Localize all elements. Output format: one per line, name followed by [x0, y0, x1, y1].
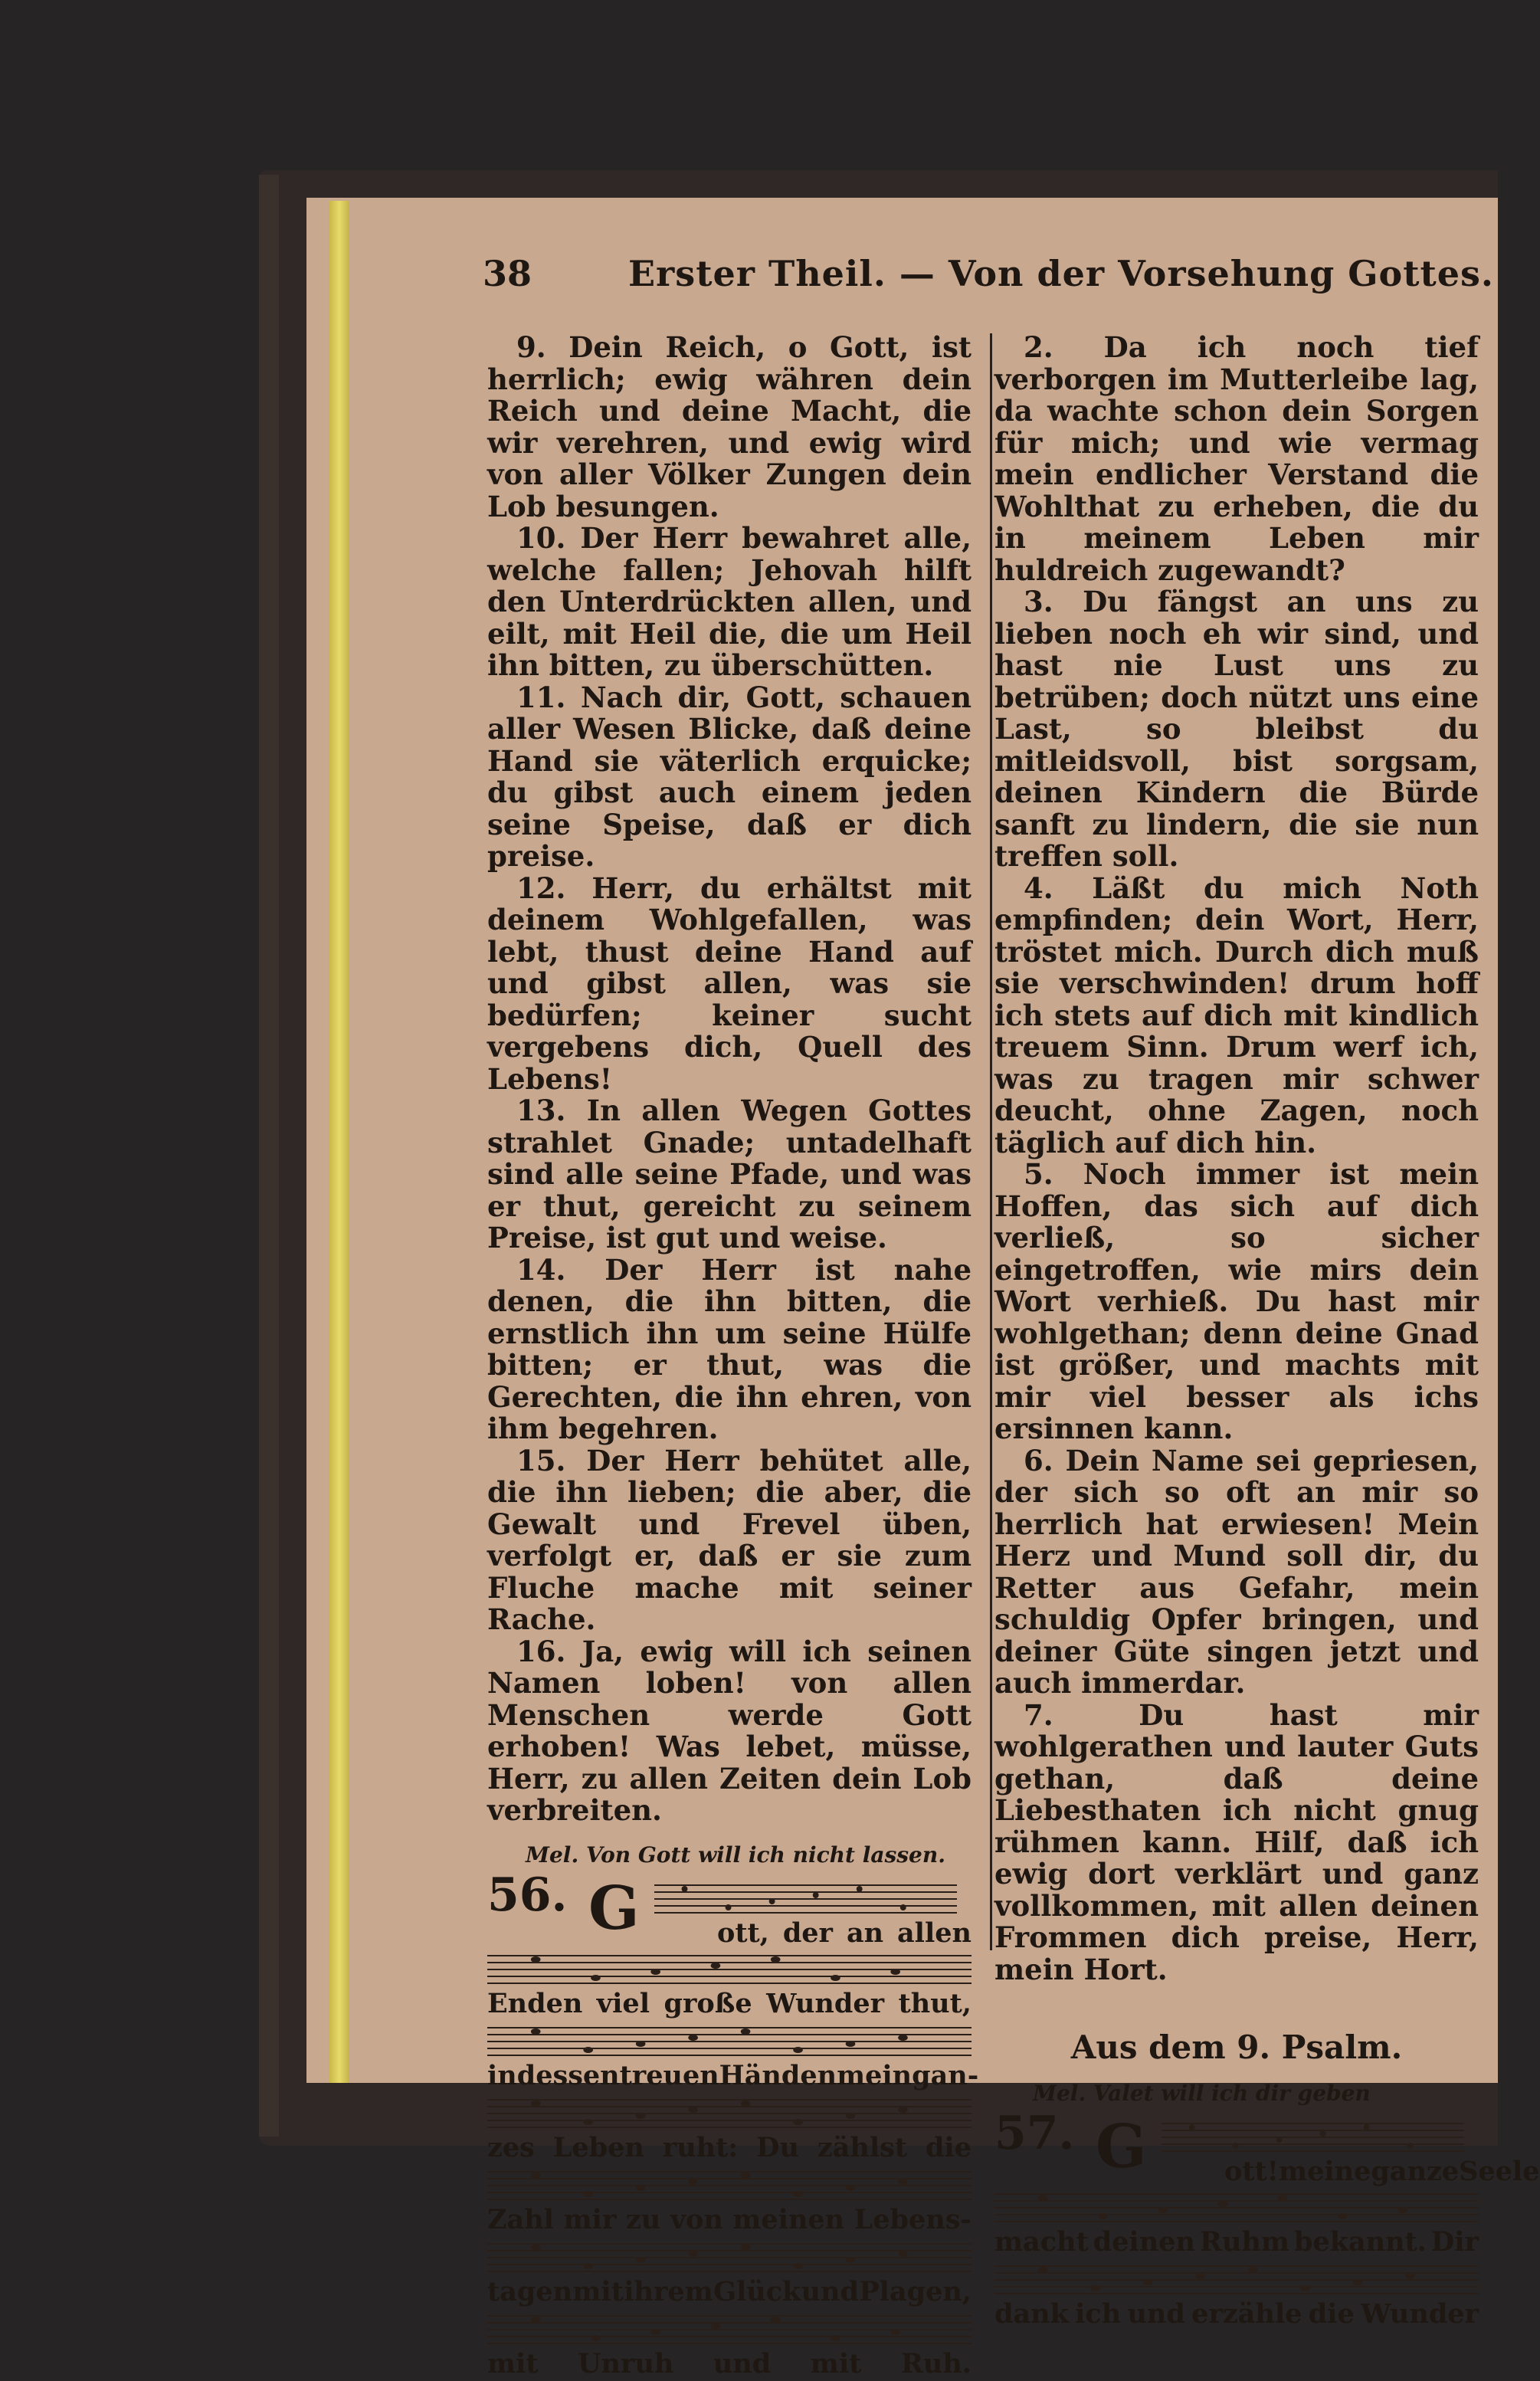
- lyric-syllable: die: [925, 2132, 972, 2163]
- note-head: [531, 2173, 541, 2179]
- lyric-syllable: mit: [572, 2276, 624, 2307]
- note-head: [857, 1886, 863, 1892]
- lyric-syllable: ihrem: [624, 2276, 713, 2307]
- lyric-syllable: meinen: [732, 2204, 845, 2235]
- note-head: [1364, 2124, 1370, 2130]
- music-staff: [994, 2262, 1479, 2297]
- note-head: [531, 2028, 541, 2035]
- lyric-syllable: deinen: [1093, 2226, 1195, 2258]
- lyric-syllable: Dir: [1430, 2226, 1479, 2258]
- music-staff: [487, 1952, 972, 1987]
- lyric-syllable: Zahl: [487, 2204, 554, 2235]
- note-head: [898, 2251, 908, 2257]
- music-staff: [654, 1881, 957, 1917]
- gilt-page-edge: [329, 201, 349, 2083]
- verse: 5. Noch immer ist mein Hoffen, das sich auf dich verließ, so sicher eingetroffen, wie mirs dein Wort verhieß. Du hast mir wohlgethan; denn deine Gnad ist größer, und machts mit mir viel besser als ichs ersinnen kann.: [994, 1157, 1479, 1445]
- melody-note: Mel. Von Gott will ich nicht lassen.: [526, 1842, 945, 1868]
- lyric-syllable: große: [664, 1988, 752, 2019]
- lyric-syllable: mein: [837, 2060, 913, 2091]
- music-staff: [487, 2312, 972, 2347]
- note-head: [793, 2047, 803, 2053]
- note-head: [1098, 2213, 1108, 2219]
- note-head: [688, 2107, 698, 2113]
- note-head: [636, 2257, 646, 2263]
- verse: 12. Herr, du erhältst mit deinem Wohlgefallen, was lebt, thust deine Hand auf und gibst allen, was sie bedürfen; keiner sucht vergebens dich, Quell des Lebens!: [487, 871, 972, 1096]
- note-head: [890, 1969, 900, 1975]
- right-column: [994, 330, 1540, 2331]
- music-staff: [487, 2168, 972, 2203]
- note-head: [741, 2028, 751, 2035]
- drop-capital: G: [588, 1874, 640, 1943]
- note-head: [531, 2245, 541, 2251]
- music-staff: [994, 2190, 1479, 2225]
- note-head: [1143, 2279, 1153, 2285]
- cover-edge: [259, 175, 279, 2137]
- lyric-syllable: dank: [994, 2298, 1069, 2330]
- lyric-syllable: zu: [625, 2204, 661, 2235]
- verse: 9. Dein Reich, o Gott, ist herrlich; ewig währen dein Reich und deine Macht, die wir verehren, und ewig wird von aller Völker Zungen dein Lob besungen.: [487, 330, 972, 523]
- note-head: [591, 1975, 601, 1981]
- lyric-syllable: Wunder: [766, 1988, 885, 2019]
- lyric-syllable: Wunder: [1361, 2298, 1479, 2330]
- lyric-line: [487, 2275, 972, 2309]
- lyric-line: [487, 2131, 972, 2165]
- note-head: [688, 2251, 698, 2257]
- note-head: [1189, 2124, 1195, 2130]
- lyric-syllable: Glück: [713, 2276, 801, 2307]
- note-head: [1276, 2137, 1283, 2143]
- lyric-syllable: allen: [897, 1917, 972, 1949]
- hymn-opening: [487, 1868, 972, 1949]
- music-staff: [487, 2024, 972, 2059]
- note-head: [1300, 2285, 1310, 2291]
- lyric-syllable: Händen: [719, 2060, 837, 2091]
- note-head: [1233, 2143, 1239, 2149]
- lyric-line: [487, 1987, 972, 2021]
- lyric-syllable: zählst: [817, 2132, 908, 2163]
- note-head: [1397, 2207, 1407, 2213]
- lyric-line: [717, 1917, 972, 1950]
- lyric-syllable: meine: [1279, 2156, 1371, 2187]
- verse: 15. Der Herr behütet alle, die ihn lieben; die aber, die Gewalt und Frevel üben, verfolgt er, daß er sie zum Fluche mache mit seiner Rache.: [487, 1443, 972, 1636]
- lyric-syllable: treuen: [619, 2060, 719, 2091]
- lyric-syllable: erzähle: [1191, 2298, 1302, 2330]
- verse: 10. Der Herr bewahret alle, welche fallen; Jehovah hilft den Unterdrückten allen, und eilt, mit Heil die, die um Heil ihn bitten, zu überschütten.: [487, 521, 972, 682]
- note-head: [769, 1898, 775, 1904]
- note-head: [793, 2263, 803, 2269]
- note-head: [636, 2185, 646, 2191]
- note-head: [1248, 2267, 1258, 2273]
- note-head: [1407, 2143, 1414, 2149]
- hymn-57: [994, 2107, 1540, 2331]
- note-head: [1038, 2267, 1048, 2273]
- verse: 4. Läßt du mich Noth empfinden; dein Wort, Herr, tröstet mich. Durch dich muß sie verschwinden! drum hoff ich stets auf dich mit kindlich treuem Sinn. Drum werf ich, was zu tragen mir schwer deucht, ohne Zagen, noch täglich auf dich hin.: [994, 871, 1479, 1159]
- verse: 2. Da ich noch tief verborgen im Mutterleibe lag, da wachte schon dein Sorgen für mich; und wie vermag mein endlicher Verstand die Wohlthat zu erheben, die du in meinem Leben mir huldreich zugewandt?: [994, 330, 1479, 587]
- note-head: [831, 2335, 840, 2341]
- note-head: [1090, 2285, 1100, 2291]
- page-number: 38: [483, 253, 532, 294]
- note-head: [583, 2047, 593, 2053]
- lyric-line: [1224, 2155, 1540, 2189]
- note-head: [583, 2263, 593, 2269]
- lyric-syllable: und: [1127, 2298, 1185, 2330]
- left-column: [487, 330, 979, 2381]
- note-head: [793, 2191, 803, 2197]
- lyric-syllable: ott,: [717, 1917, 769, 1949]
- music-staff: [1162, 2120, 1464, 2155]
- hymn-opening: [994, 2107, 1540, 2187]
- lyric-syllable: bekannt.: [1293, 2226, 1427, 2258]
- hymn-number: 56.: [487, 1868, 568, 1922]
- note-head: [531, 2101, 541, 2107]
- lyric-syllable: und: [801, 2276, 859, 2307]
- hymn-56: [487, 1868, 979, 2381]
- note-head: [531, 2317, 541, 2323]
- note-head: [741, 2101, 751, 2107]
- lyric-syllable: viel: [596, 1988, 650, 2019]
- note-head: [771, 2317, 781, 2323]
- lyric-syllable: von: [670, 2204, 723, 2235]
- note-head: [636, 2041, 646, 2047]
- lyric-syllable: thut,: [898, 1988, 972, 2019]
- lyric-syllable: Lebens-: [854, 2204, 972, 2235]
- note-head: [1405, 2273, 1415, 2279]
- column-divider: [990, 333, 992, 1950]
- lyric-syllable: ruht:: [662, 2132, 739, 2163]
- note-head: [1158, 2207, 1168, 2213]
- lyric-syllable: mit: [487, 2348, 539, 2379]
- note-head: [1338, 2213, 1348, 2219]
- lyric-syllable: und: [713, 2348, 772, 2379]
- note-head: [831, 1975, 840, 1981]
- note-head: [636, 2113, 646, 2119]
- lyric-syllable: Leben: [552, 2132, 644, 2163]
- lyric-syllable: Ruhm: [1199, 2226, 1289, 2258]
- lyric-line: [994, 2225, 1479, 2259]
- note-head: [900, 1904, 906, 1910]
- section-title: Aus dem 9. Psalm.: [1070, 2028, 1403, 2066]
- note-head: [1353, 2279, 1363, 2285]
- note-head: [583, 2191, 593, 2197]
- lyric-line: [487, 2059, 979, 2093]
- hymn-number: 57.: [994, 2107, 1075, 2160]
- note-head: [741, 2173, 751, 2179]
- lyric-syllable: Enden: [487, 1988, 583, 2019]
- note-head: [1278, 2195, 1288, 2201]
- note-head: [1038, 2195, 1048, 2201]
- note-head: [741, 2245, 751, 2251]
- music-staff: [487, 2096, 972, 2131]
- verse: 6. Dein Name sei gepriesen, der sich so oft an mir so herrlich hat erwiesen! Mein Herz und Mund soll dir, du Retter aus Gefahr, mein schuldig Opfer bringen, und deiner Güte singen jetzt und auch immerdar.: [994, 1443, 1479, 1700]
- note-head: [898, 2035, 908, 2041]
- note-head: [846, 2041, 856, 2047]
- running-head: Erster Theil. — Von der Vorsehung Gottes.: [628, 253, 1494, 294]
- note-head: [711, 2323, 721, 2329]
- note-head: [771, 1956, 781, 1963]
- lyric-syllable: in: [487, 2060, 517, 2091]
- melody-note: Mel. Valet will ich dir geben: [1033, 2080, 1371, 2106]
- drop-capital: G: [1096, 2112, 1147, 2182]
- lyric-syllable: Unruh: [578, 2348, 674, 2379]
- lyric-syllable: ganze: [1371, 2156, 1460, 2187]
- lyric-syllable: Plagen,: [859, 2276, 972, 2307]
- note-head: [1195, 2273, 1205, 2279]
- lyric-syllable: der: [782, 1917, 833, 1949]
- verse: 14. Der Herr ist nahe denen, die ihn bitten, die ernstlich ihn um seine Hülfe bitten; er thut, was die Gerechten, die ihn ehren, von ihm begehren.: [487, 1252, 972, 1445]
- note-head: [591, 2335, 601, 2341]
- lyric-syllable: die: [1308, 2298, 1355, 2330]
- note-head: [726, 1904, 732, 1910]
- verse: 16. Ja, ewig will ich seinen Namen loben! von allen Menschen werde Gott erhoben! Was lebet, müsse, Herr, zu allen Zeiten dein Lob verbreiten.: [487, 1634, 972, 1827]
- lyric-syllable: dessen: [516, 2060, 620, 2091]
- verse: 7. Du hast mir wohlgerathen und lauter Guts gethan, daß deine Liebesthaten ich nicht gnug rühmen kann. Hilf, daß ich ewig dort verklärt und ganz vollkommen, mit allen deinen Frommen dich preise, Herr, mein Hort.: [994, 1697, 1479, 1986]
- note-head: [711, 1963, 721, 1969]
- lyric-line: [487, 2347, 972, 2381]
- lyric-line: [487, 2203, 972, 2237]
- lyric-syllable: zes: [487, 2132, 535, 2163]
- note-head: [846, 2113, 856, 2119]
- lyric-syllable: tagen: [487, 2276, 573, 2307]
- note-head: [688, 2035, 698, 2041]
- note-head: [650, 1969, 660, 1975]
- note-head: [898, 2179, 908, 2185]
- lyric-syllable: gan-: [912, 2060, 979, 2091]
- note-head: [682, 1886, 688, 1892]
- lyric-syllable: ich: [1075, 2298, 1122, 2330]
- note-head: [846, 2257, 856, 2263]
- verse: 13. In allen Wegen Gottes strahlet Gnade; untadelhaft sind alle seine Pfade, und was er thut, gereicht zu seinem Preise, ist gut und weise.: [487, 1094, 972, 1254]
- verse: 3. Du fängst an uns zu lieben noch eh wir sind, und hast nie Lust uns zu betrüben; doch nützt uns eine Last, so bleibst du mitleidsvoll, bist sorgsam, deinen Kindern die Bürde sanft zu lindern, die sie nun treffen soll.: [994, 585, 1479, 873]
- lyric-syllable: macht: [994, 2226, 1089, 2258]
- note-head: [898, 2107, 908, 2113]
- lyric-syllable: Ruh.: [900, 2348, 972, 2379]
- note-head: [583, 2119, 593, 2125]
- lyric-syllable: ott!: [1224, 2156, 1280, 2187]
- note-head: [650, 2329, 660, 2335]
- lyric-syllable: an: [846, 1917, 884, 1949]
- music-staff: [487, 2240, 972, 2275]
- note-head: [793, 2119, 803, 2125]
- lyric-syllable: mit: [810, 2348, 862, 2379]
- note-head: [1218, 2201, 1228, 2207]
- lyric-syllable: Seele: [1459, 2156, 1540, 2187]
- lyric-syllable: Du: [756, 2132, 799, 2163]
- lyric-syllable: mir: [563, 2204, 617, 2235]
- note-head: [1320, 2130, 1326, 2137]
- lyric-line: [994, 2297, 1479, 2331]
- note-head: [890, 2329, 900, 2335]
- note-head: [688, 2179, 698, 2185]
- verse: 11. Nach dir, Gott, schauen aller Wesen Blicke, daß deine Hand sie väterlich erquicke; du gibst auch einem jeden seine Speise, daß er dich preise.: [487, 680, 972, 873]
- note-head: [531, 1956, 541, 1963]
- note-head: [813, 1892, 819, 1898]
- note-head: [846, 2185, 856, 2191]
